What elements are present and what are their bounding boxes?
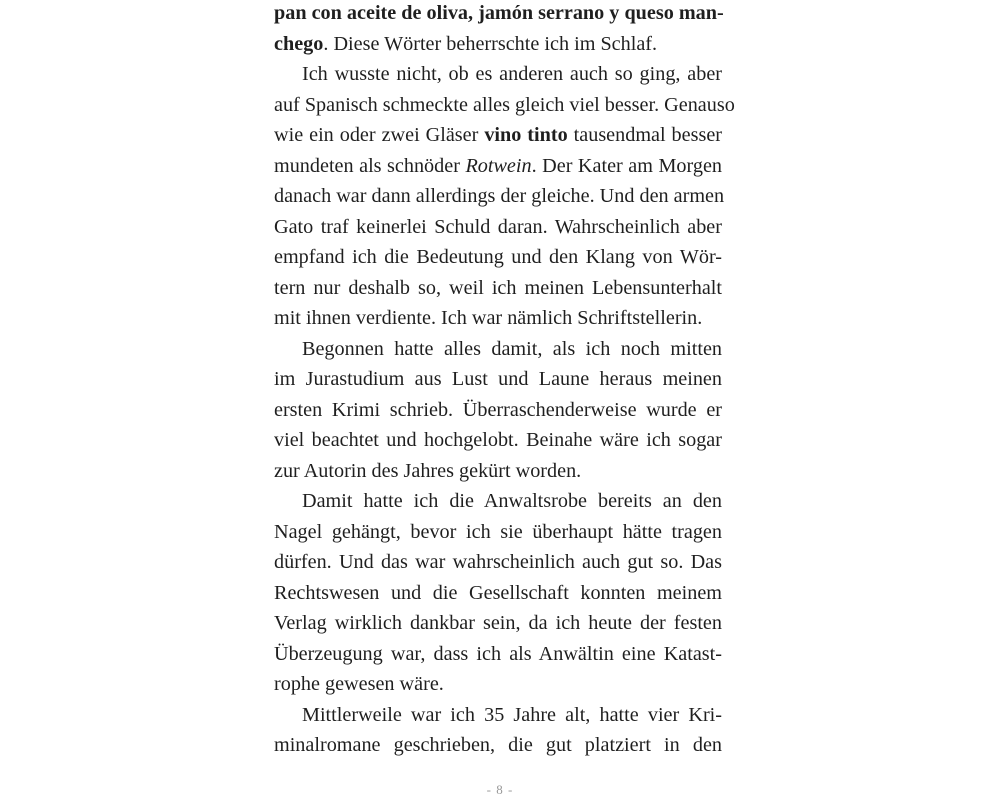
text-line: danach war dann allerdings der gleiche. Und den armen <box>274 185 725 207</box>
text-line: Nagel gehängt, bevor ich sie überhaupt hätte tragen <box>274 520 722 543</box>
text-line: minalromane geschrieben, die gut platziert in den <box>274 734 722 756</box>
body-text <box>274 0 735 761</box>
text-line: im Jurastudium aus Lust und Laune heraus meinen <box>274 368 722 390</box>
italic-word: Rotwein <box>465 154 532 177</box>
paragraph-4 <box>274 486 722 700</box>
text-line: mundeten als schnöder Rotwein. Der Kater am Morgen <box>274 154 722 177</box>
paragraph-5 <box>274 700 722 761</box>
text-line: mit ihnen verdiente. Ich war nämlich Schriftstellerin. <box>274 307 703 329</box>
text-line: Begonnen hatte alles damit, als ich noch mitten <box>302 337 722 360</box>
text-line: Damit hatte ich die Anwaltsrobe bereits an den <box>302 490 722 512</box>
text-line: Mittlerweile war ich 35 Jahre alt, hatte vier Kri- <box>302 703 722 726</box>
bold-phrase: pan con aceite de oliva, jamón serrano y queso man- <box>274 2 724 24</box>
page-number: - 8 - <box>486 782 514 797</box>
text-line: viel beachtet und hochgelobt. Beinahe wäre ich sogar <box>274 429 722 451</box>
text-line: auf Spanisch schmeckte alles gleich viel besser. Genauso <box>274 93 735 116</box>
text-line: ersten Krimi schrieb. Überraschenderweise wurde er <box>274 398 722 421</box>
text-line: Rechtswesen und die Gesellschaft konnten meinem <box>274 581 722 604</box>
paragraph-2 <box>274 59 735 334</box>
bold-phrase: chego <box>274 32 324 55</box>
text-line: wie ein oder zwei Gläser vino tinto tausendmal besser <box>274 124 723 146</box>
text-line: Gato traf keinerlei Schuld daran. Wahrscheinlich aber <box>274 215 722 238</box>
text-line: Verlag wirklich dankbar sein, da ich heute der festen <box>274 612 722 634</box>
text-line: chego. Diese Wörter beherrschte ich im Schlaf. <box>274 32 658 55</box>
paragraph-3 <box>274 334 722 487</box>
text-line: rophe gewesen wäre. <box>274 673 444 695</box>
text-line <box>274 0 722 29</box>
text-line: zur Autorin des Jahres gekürt worden. <box>274 459 582 482</box>
text-line: dürfen. Und das war wahrscheinlich auch gut so. Das <box>274 551 722 573</box>
text-line: Überzeugung war, dass ich als Anwältin eine Katast- <box>274 642 722 665</box>
text-line: Ich wusste nicht, ob es anderen auch so ging, aber <box>302 63 722 85</box>
text-line: empfand ich die Bedeutung und den Klang von Wör- <box>274 246 722 268</box>
text-line: tern nur deshalb so, weil ich meinen Lebensunterhalt <box>274 276 722 299</box>
bold-phrase: vino tinto <box>484 124 568 146</box>
paragraph-1 <box>274 0 722 59</box>
